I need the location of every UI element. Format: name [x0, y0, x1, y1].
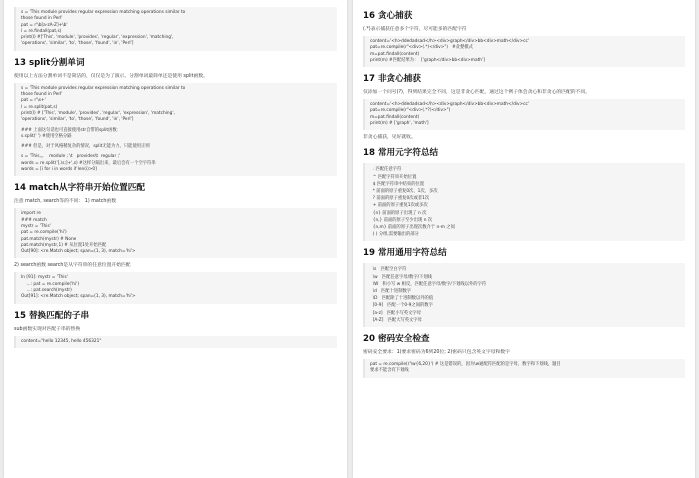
code-block-match [14, 208, 337, 258]
code-line: ( ) 分组,需要输出的部分 [370, 232, 419, 238]
code-line: $ 匹配字符串中结束的位置 [370, 181, 425, 187]
split-code-part4 [21, 154, 332, 173]
code-block-sub [14, 336, 337, 348]
code-line: those found in Perl' [21, 16, 63, 22]
code-line: pat = re.compile(r'\w{6,20}') # 这是错误的，因为\w通配符匹配的是字母，数字和下划线，题目 [370, 362, 561, 368]
code-line: 'operations', 'similar', 'to', 'those', 'found', 'in', 'Perl'] [21, 117, 134, 123]
code-line: m=pat.findall(content) [370, 114, 420, 120]
heading-general-chars: 19 常用通用字符总结 [363, 248, 447, 259]
heading-non-greedy: 17 非贪心捕获 [363, 74, 421, 85]
paragraph-password: 密码安全要求：1)要求密码为6到20位; 2)密码只包含英文字母和数字 [363, 350, 510, 356]
code-line: content='<h>ddedadsad</h><div>graph</div>bb<div>math</div>cc' [370, 102, 530, 108]
paragraph-sub: sub函数实现对匹配子串的替换 [14, 326, 81, 332]
code-line: ...: pat.search(mystr) [21, 288, 72, 294]
code-line: content='<h>ddedadsad</h><div>graph</div>bb<div>math</div>cc' [370, 39, 530, 44]
code-line: words = re.split('[,\s;]+',s) #这样分隔出来，最后会有一个空字符串 [21, 160, 156, 166]
paragraph-non-greedy: 仅添加一个问号(?)，得到结果完全不同，这是非贪心匹配，通过这个例子体会贪心和非贪心的匹配的不同。 [363, 90, 590, 96]
paragraph-split: 使用以上方法分割单词不是简洁的，仅仅是为了演示。分割单词最简单还是使用 split函数。 [14, 73, 208, 79]
split-code-part1 [21, 86, 332, 124]
code-line: [a-z] 匹配小写英文字母 [370, 310, 421, 316]
code-line: [0-9] 匹配一个0-9之间的数字 [370, 303, 433, 309]
code-line: {n} 前面的原子出现了 n 次 [370, 210, 427, 216]
code-line: l = re.split(pat,s) [21, 104, 58, 110]
paragraph-search: 2) search函数 search是从字符串的任意位置开始匹配 [14, 263, 131, 269]
left-document-page [4, 0, 347, 478]
code-line: print(l) # ['This', 'module', 'provides', 'regular', 'expression', 'matching', [21, 110, 175, 116]
code-line: [A-Z] 匹配大写英文字母 [370, 317, 422, 323]
code-block-general-chars [363, 263, 685, 327]
code-line: pat = r'\b[a-zA-Z]+\b' [21, 22, 68, 28]
heading-password: 20 密码安全检查 [363, 334, 430, 345]
code-line: pat=re.compile(r"<div>(.*)</div>") #贪婪模式 [370, 45, 473, 51]
code-line: . 匹配任意字符 [370, 167, 402, 173]
code-line: pat.match(mystr) # None [21, 236, 77, 242]
code-line: ### 但是，对于风格稍复杂的情况，split无能为力，只能使用正则 [21, 144, 150, 150]
code-line: import re [21, 211, 41, 217]
code-line: s = 'This,,, module ; \t provides\t regular ;' [21, 154, 121, 160]
code-line: \W 和小写 w 相反，匹配任意字母/数字/下划线以外的字符 [370, 281, 487, 287]
code-line: m=pat.findall(content) [370, 51, 420, 57]
code-block-search [14, 272, 337, 303]
code-line: pat = re.compile('hi') [21, 230, 67, 236]
code-line: \D 匹配除了十进制数以外的值 [370, 296, 434, 302]
code-line: s.split(' ') #使用空格分隔 [21, 133, 72, 139]
code-block-split [14, 83, 337, 177]
heading-greedy: 16 贪心捕获 [363, 11, 413, 21]
code-line: print(m) # ['graph', 'math'] [370, 121, 429, 127]
code-line: ### match [21, 217, 47, 223]
code-line: words = [i for i in words if len(i)>0] [21, 167, 97, 173]
code-line: s = 'This module provides regular expression matching operations similar to [21, 10, 186, 15]
code-line: ### 上面这句话也可直接使用str自带的split函数： [21, 127, 121, 133]
code-line: Out[91]: <re.Match object; span=(1, 3), match='hi'> [21, 294, 136, 300]
code-line: s = 'This module provides regular expression matching operations similar to [21, 85, 186, 91]
code-block-non-greedy [363, 99, 685, 130]
code-line: content="hello 12345, hello 456321" [21, 338, 102, 344]
code-line: ^ 匹配字符串开始位置 [370, 174, 417, 180]
code-block-findall [14, 7, 337, 51]
code-line: pat = r'\s+' [21, 98, 46, 104]
code-block-password [363, 359, 685, 378]
heading-sub: 15 替换匹配的子串 [14, 310, 90, 321]
code-line: ...: pat = re.compile('hi') [21, 281, 80, 287]
code-line: 'operations', 'similar', 'to', 'those', 'found', 'in', 'Perl'] [21, 41, 134, 47]
code-line: \w 匹配任意字母/数字/下划线 [370, 274, 432, 280]
code-block-greedy [363, 36, 685, 67]
code-line: {n,} 前面的原子至少出现 n 次 [370, 217, 433, 223]
code-line: In [91]: mystr = 'This' [21, 275, 68, 281]
code-line: pat.match(mystr,1) # 从位置1处开始匹配 [21, 242, 107, 248]
heading-metachars: 18 常用元字符总结 [363, 148, 439, 159]
code-line: {n,m} 前面的原子出现次数介于 n-m 之间 [370, 225, 455, 230]
code-line: ? 前面的原子重复0次或者1次 [370, 196, 430, 202]
code-line: pat=re.compile(r"<div>(.*?)</div>") [370, 108, 451, 114]
heading-split: 13 split分割单词 [14, 57, 85, 68]
paragraph-match: 注意 match, search等的不同： 1) match函数 [14, 199, 116, 205]
code-line: l = re.findall(pat,s) [21, 28, 62, 34]
code-line: \s 匹配空白字符 [370, 267, 407, 273]
code-line: Out[90]: <re.Match object; span=(1, 3), match='hi'> [21, 249, 136, 255]
code-line: those found in Perl' [21, 92, 63, 98]
right-document-page [353, 0, 695, 478]
paragraph-non-greedy-note: 非贪心捕获，见好就收。 [363, 135, 416, 141]
code-line: mystr = 'This' [21, 223, 51, 229]
code-line: \d 匹配十进制数字 [370, 289, 412, 295]
code-line: print(m) #匹配结果为： ['graph</div>bb<div>math'] [370, 57, 485, 63]
split-code-part2 [21, 128, 332, 141]
code-line: * 前面的原子重复0次、1次、多次 [370, 188, 438, 194]
code-line: + 前面的原子重复1次或多次 [370, 203, 428, 209]
code-block-metachars [363, 163, 685, 241]
code-line: 要求不能含有下划线 [370, 368, 409, 374]
paragraph-greedy: (.*)表示捕获任意多个字符，尽可能多的匹配字符 [363, 27, 467, 32]
code-line: print(l) #['This', 'module', 'provides', 'regular', 'expression', 'matching', [21, 35, 174, 41]
heading-match: 14 match从字符串开始位置匹配 [14, 183, 145, 194]
